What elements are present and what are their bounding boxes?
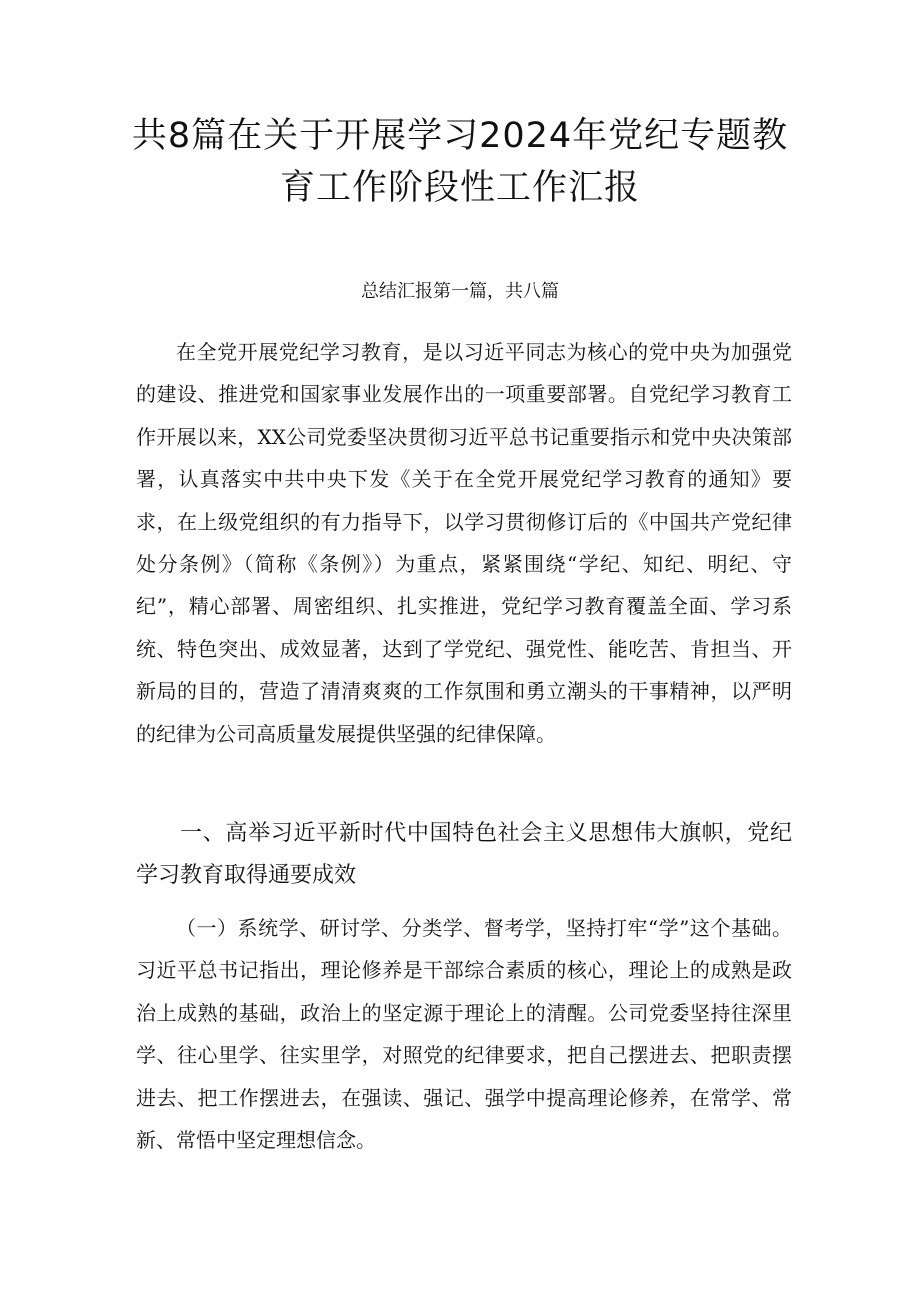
section-paragraph: （一）系统学、研讨学、分类学、督考学，坚持打牢“学”这个基础。习近平总书记指出，理论修养是干部综合素质的核心，理论上的成熟是政治上成熟的基础，政治上的坚定源于理论上的清醒。公司党委坚持往深里学、往心里学、往实里学，对照党的纪律要求，把自己摆进去、把职责摆进去、把工作摆进去，在强读、强记、强学中提高理论修养，在常学、常新、常悟中坚定理想信念。: [136, 916, 792, 1153]
document-subtitle: 总结汇报第一篇，共八篇: [361, 281, 559, 302]
intro-paragraph: 在全党开展党纪学习教育，是以习近平同志为核心的党中央为加强党的建设、推进党和国家事业发展作出的一项重要部署。自党纪学习教育工作开展以来，XX公司党委坚决贯彻习近平总书记重要指示和党中央决策部署，认真落实中共中央下发《关于在全党开展党纪学习教育的通知》要求，在上级党组织的有力指导下，以学习贯彻修订后的《中国共产党纪律处分条例》（简称《条例》）为重点，紧紧围绕“学纪、知纪、明纪、守纪”，精心部署、周密组织、扎实推进，党纪学习教育覆盖全面、学习系统、特色突出、成效显著，达到了学党纪、强党性、能吃苦、肯担当、开新局的目的，营造了清清爽爽的工作氛围和勇立潮头的干事精神，以严明的纪律为公司高质量发展提供坚强的纪律保障。: [136, 340, 792, 746]
document-title: 共8篇在关于开展学习2024年党纪专题教育工作阶段性工作汇报: [131, 116, 789, 208]
section-heading: 一、高举习近平新时代中国特色社会主义思想伟大旗帜，党纪学习教育取得通要成效: [136, 821, 792, 888]
